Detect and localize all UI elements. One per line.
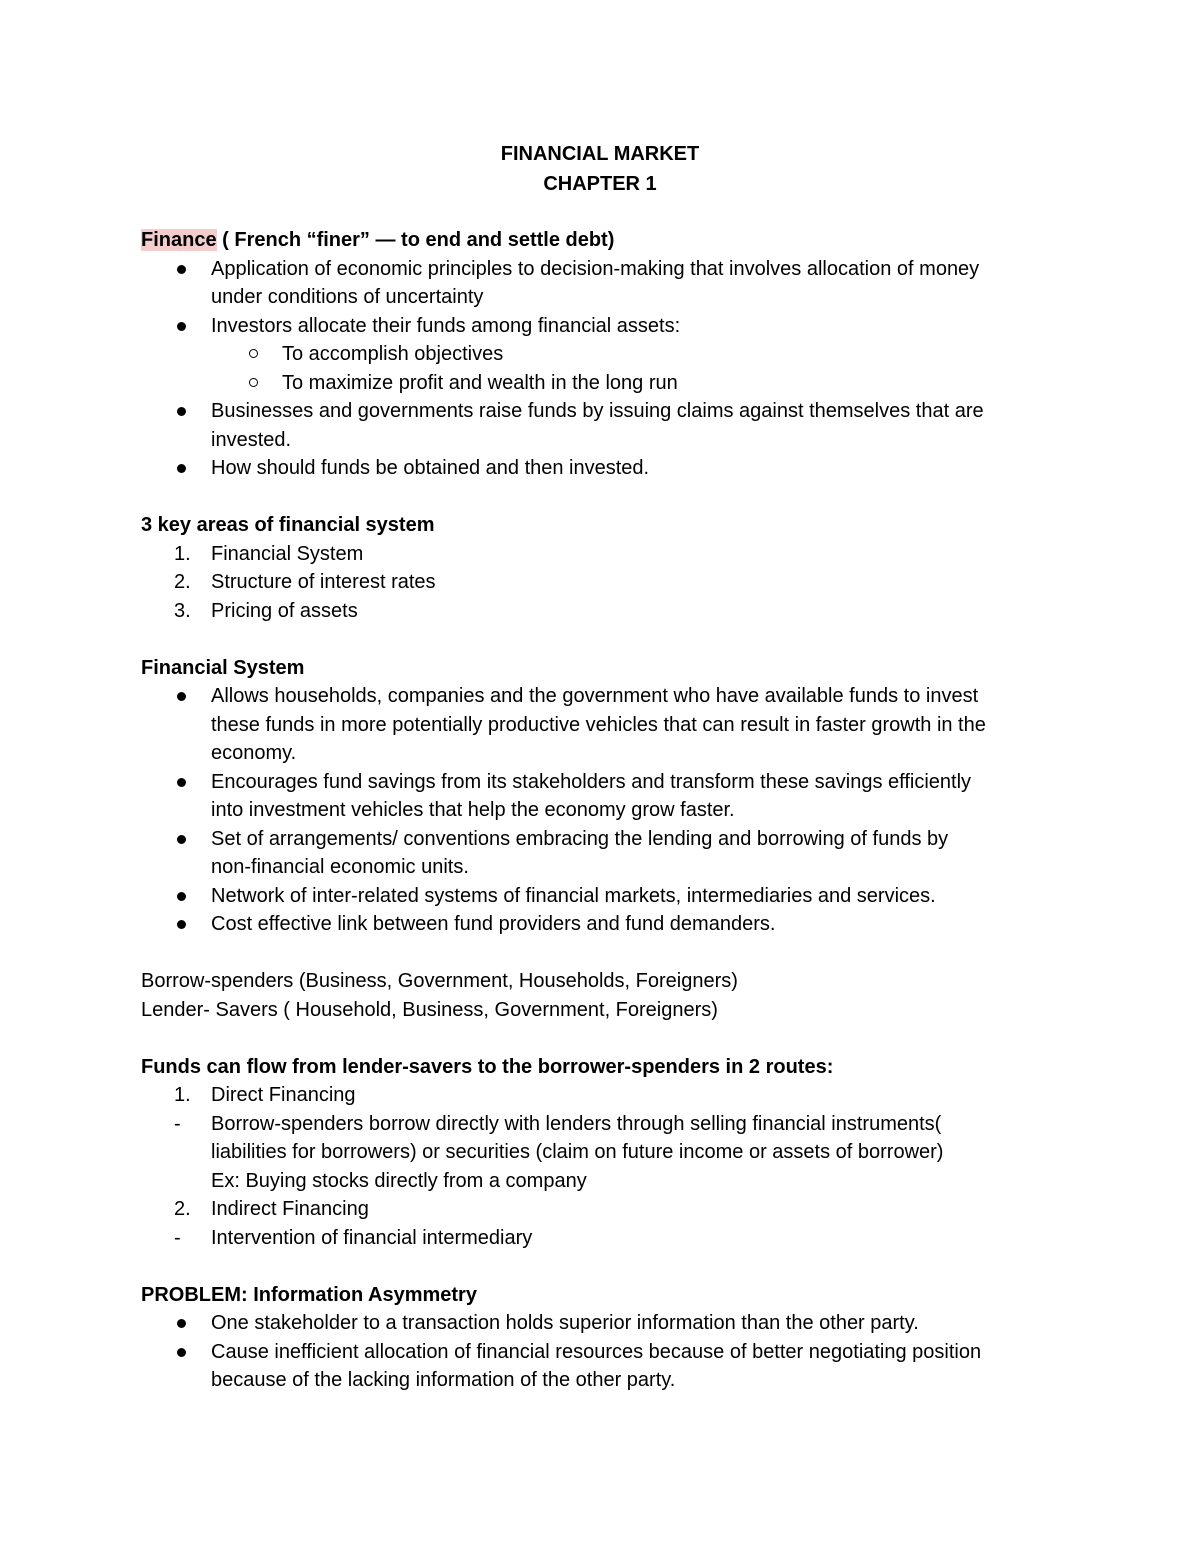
key-area-item (141, 568, 1081, 597)
bullet-icon (177, 835, 186, 844)
bullet-text: Encourages fund savings from its stakeholders and transform these savings efficiently (211, 770, 972, 793)
title-block (0, 141, 1200, 201)
funds-flow-line (141, 1110, 1081, 1139)
bullet-text: Investors allocate their funds among financial assets: (211, 314, 681, 337)
finance-etymology: ( French “finer” — to end and settle debt) (216, 229, 615, 251)
list-number: 3. (174, 599, 191, 622)
bullet-icon (177, 322, 186, 331)
bullet-text: Cause inefficient allocation of financial resources because of better negotiating position (211, 1340, 982, 1363)
list-text: Borrow-spenders borrow directly with lenders through selling financial instruments( (211, 1112, 942, 1135)
list-text: Ex: Buying stocks directly from a company (211, 1169, 587, 1192)
bullet-icon (177, 1319, 186, 1328)
bullet-icon (177, 407, 186, 416)
hollow-bullet-icon (249, 378, 258, 387)
bullet-text: To accomplish objectives (282, 343, 504, 365)
fs-bullet-1-cont (141, 739, 1081, 768)
bullet-text: Cost effective link between fund providers and fund demanders. (211, 913, 776, 935)
key-area-item (141, 540, 1081, 569)
list-number: 2. (174, 571, 191, 593)
list-text: Pricing of assets (211, 599, 358, 622)
finance-bullet-3-cont (141, 426, 1081, 455)
bullet-icon (177, 692, 186, 701)
finance-subbullet-2 (141, 369, 1081, 398)
dash-marker: - (174, 1226, 181, 1249)
funds-flow-line (141, 1167, 1081, 1196)
bullet-text: these funds in more potentially productive vehicles that can result in faster growth in the (211, 713, 986, 736)
bullet-text: How should funds be obtained and then invested. (211, 457, 650, 479)
borrow-spenders-line: Borrow-spenders (Business, Government, Households, Foreigners) (141, 970, 738, 992)
bullet-text: One stakeholder to a transaction holds superior information than the other party. (211, 1312, 919, 1334)
bullet-text: Set of arrangements/ conventions embracing the lending and borrowing of funds by (211, 827, 949, 850)
hollow-bullet-icon (249, 349, 258, 358)
fs-bullet-2-cont (141, 796, 1081, 825)
list-text: Structure of interest rates (211, 571, 436, 593)
fs-bullet-4 (141, 882, 1081, 911)
bullet-icon (177, 265, 186, 274)
list-number: 1. (174, 1084, 191, 1106)
bullet-text: Businesses and governments raise funds by issuing claims against themselves that are (211, 400, 984, 422)
fs-bullet-3 (141, 825, 1081, 854)
finance-bullet-3 (141, 397, 1081, 426)
list-text: liabilities for borrowers) or securities (claim on future income or assets of borrower) (211, 1141, 944, 1163)
funds-flow-line (141, 1081, 1081, 1110)
bullet-icon (177, 464, 186, 473)
list-number: 1. (174, 542, 191, 565)
bullet-text: into investment vehicles that help the economy grow faster. (211, 799, 735, 821)
bullet-text: Allows households, companies and the government who have available funds to invest (211, 685, 979, 707)
fs-bullet-1-cont (141, 711, 1081, 740)
funds-flow-line (141, 1224, 1081, 1253)
bullet-text: Network of inter-related systems of financial markets, intermediaries and services. (211, 884, 936, 907)
bullet-text: economy. (211, 742, 297, 764)
list-text: Direct Financing (211, 1084, 356, 1106)
document-title: FINANCIAL MARKET (500, 143, 700, 165)
list-text: Financial System (211, 542, 364, 565)
finance-subbullet-1 (141, 340, 1081, 369)
finance-bullet-1-cont (141, 283, 1081, 312)
fs-bullet-2 (141, 768, 1081, 797)
problem-bullet-1 (141, 1309, 1081, 1338)
bullet-text: non-financial economic units. (211, 856, 469, 878)
key-areas-heading: 3 key areas of financial system (141, 514, 435, 536)
list-number: 2. (174, 1198, 191, 1220)
list-text: Indirect Financing (211, 1198, 369, 1220)
bullet-text: under conditions of uncertainty (211, 286, 484, 308)
bullet-icon (177, 920, 186, 929)
problem-bullet-2-cont (141, 1366, 1081, 1395)
bullet-icon (177, 1348, 186, 1357)
chapter-title: CHAPTER 1 (543, 173, 657, 195)
dash-marker: - (174, 1112, 181, 1135)
bullet-text: because of the lacking information of the other party. (211, 1369, 676, 1391)
bullet-icon (177, 778, 186, 787)
finance-heading (141, 226, 1081, 255)
document-body (141, 226, 1081, 1395)
bullet-text: Application of economic principles to decision-making that involves allocation of money (211, 257, 980, 280)
bullet-text: To maximize profit and wealth in the long run (282, 371, 678, 394)
bullet-text: invested. (211, 428, 292, 451)
financial-system-heading: Financial System (141, 656, 305, 679)
finance-bullet-1 (141, 255, 1081, 284)
problem-heading: PROBLEM: Information Asymmetry (141, 1283, 477, 1306)
problem-bullet-2 (141, 1338, 1081, 1367)
fs-bullet-3-cont (141, 853, 1081, 882)
funds-flow-line (141, 1195, 1081, 1224)
finance-term-highlight: Finance (141, 229, 217, 251)
list-text: Intervention of financial intermediary (211, 1226, 533, 1249)
finance-bullet-4 (141, 454, 1081, 483)
fs-bullet-1 (141, 682, 1081, 711)
bullet-icon (177, 892, 186, 901)
finance-bullet-2 (141, 312, 1081, 341)
fs-bullet-5 (141, 910, 1081, 939)
key-area-item (141, 597, 1081, 626)
funds-flow-line (141, 1138, 1081, 1167)
funds-flow-heading: Funds can flow from lender-savers to the borrower-spenders in 2 routes: (141, 1055, 834, 1078)
lender-savers-line: Lender- Savers ( Household, Business, Government, Foreigners) (141, 998, 718, 1021)
